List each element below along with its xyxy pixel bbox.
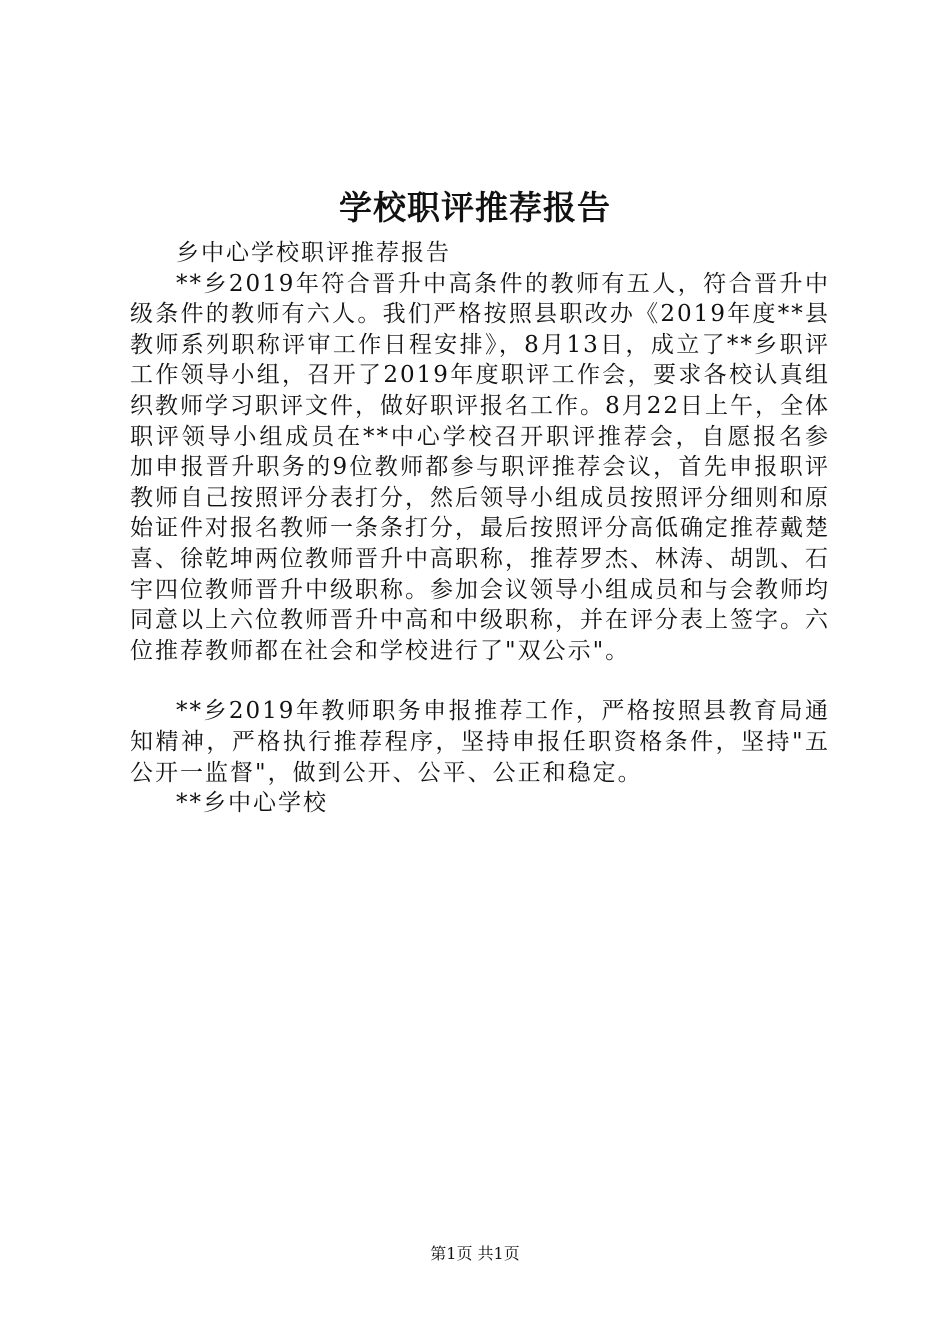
report-subtitle: 乡中心学校职评推荐报告 <box>176 240 451 266</box>
document-title: 学校职评推荐报告 <box>339 188 611 227</box>
page-footer: 第1页 共1页 <box>430 1244 520 1263</box>
document-body <box>130 238 830 819</box>
report-signature: **乡中心学校 <box>176 790 328 817</box>
report-paragraph-summary: **乡2019年教师职务申报推荐工作，严格按照县教育局通知精神，严格执行推荐程序，坚持申报任职资格条件，坚持"五公开一监督"，做到公开、公平、公正和稳定。 <box>130 698 830 786</box>
report-paragraph-main: **乡2019年符合晋升中高条件的教师有五人，符合晋升中级条件的教师有六人。我们严格按照县职改办《2019年度**县教师系列职称评审工作日程安排》，8月13日，成立了**乡职评工作领导小组，召开了2019年度职评工作会，要求各校认真组织教师学习职评文件，做好职评报名工作。8月22日上午，全体职评领导小组成员在**中心学校召开职评推荐会，自愿报名参加申报晋升职务的9位教师都参与职评推荐会议，首先申报职评教师自己按照评分表打分，然后领导小组成员按照评分细则和原始证件对报名教师一条条打分，最后按照评分高低确定推荐戴楚喜、徐乾坤两位教师晋升中高职称，推荐罗杰、林涛、胡凯、石宇四位教师晋升中级职称。参加会议领导小组成员和与会教师均同意以上六位教师晋升中高和中级职称，并在评分表上签字。六位推荐教师都在社会和学校进行了"双公示"。 <box>130 270 830 664</box>
